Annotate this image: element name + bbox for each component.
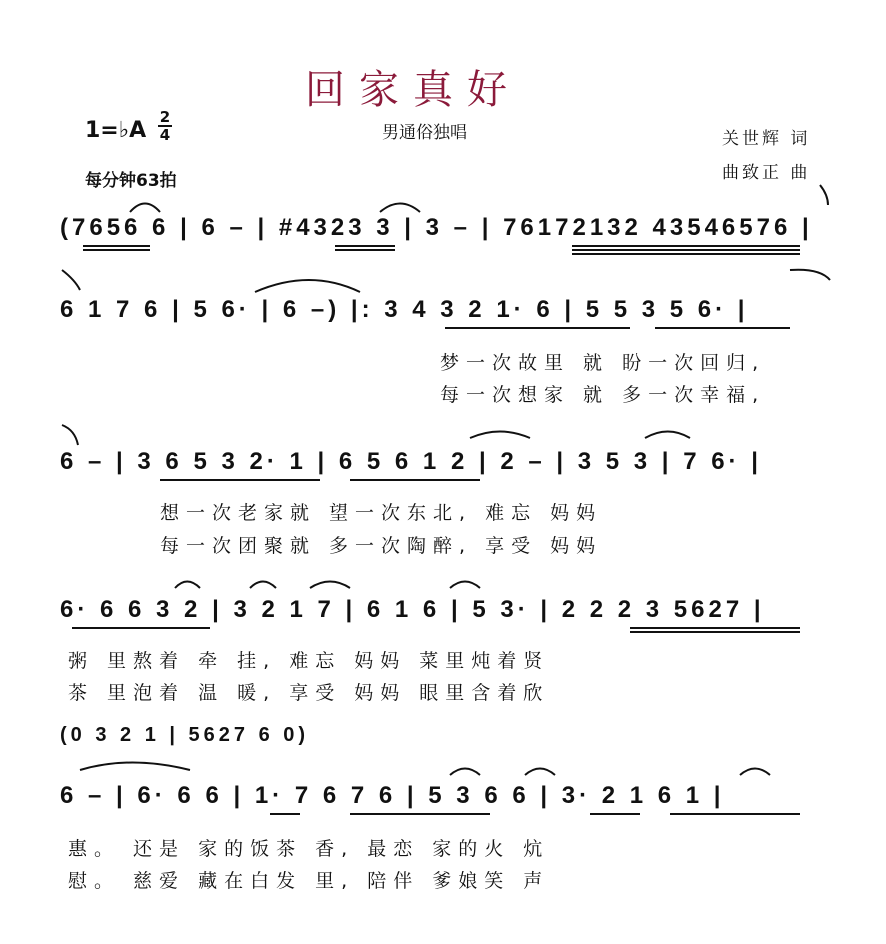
notation-prefix-line-5: (0 3 2 1 | 5627 6 0)	[60, 724, 310, 746]
time-signature-top: 2	[159, 108, 171, 126]
lyric-line-2-verse-1: 梦一次故里 就 盼一次回归,	[440, 352, 766, 374]
notation-line-2: 6 1 7 6 | 5 6· | 6 –) |: 3 4 3 2 1· 6 | 5 5 3 5 6· |	[60, 296, 749, 323]
notation-line-1: (7656 6 | 6 – | #4323 3 | 3 – | 76172132 43546576 |	[60, 214, 813, 241]
lyric-line-3-verse-2: 每一次团聚就 多一次陶醉, 享受 妈妈	[160, 535, 603, 557]
composer-credit: 曲致正 曲	[722, 163, 811, 183]
notation-line-5: 6 – | 6· 6 6 | 1· 7 6 7 6 | 5 3 6 6 | 3· 2 1 6 1 |	[60, 782, 725, 809]
lyric-line-4-verse-1: 粥 里熬着 牵 挂, 难忘 妈妈 菜里炖着贤	[68, 650, 550, 672]
lyric-line-3-verse-1: 想一次老家就 望一次东北, 难忘 妈妈	[160, 502, 603, 524]
key-signature: 1=♭A	[85, 118, 147, 143]
notation-line-4: 6· 6 6 3 2 | 3 2 1 7 | 6 1 6 | 5 3· | 2 2 2 3 5627 |	[60, 596, 765, 623]
lyric-line-5-verse-2: 慰。 慈爱 藏在白发 里, 陪伴 爹娘笑 声	[68, 870, 550, 892]
lyric-line-4-verse-2: 茶 里泡着 温 暖, 享受 妈妈 眼里含着欣	[68, 682, 550, 704]
lyricist-credit: 关世辉 词	[722, 129, 811, 149]
performance-type: 男通俗独唱	[382, 123, 467, 143]
time-signature-bottom: 4	[159, 126, 171, 144]
lyric-line-2-verse-2: 每一次想家 就 多一次幸福,	[440, 384, 766, 406]
song-title: 回家真好	[305, 67, 521, 113]
notation-line-3: 6 – | 3 6 5 3 2· 1 | 6 5 6 1 2 | 2 – | 3 5 3 | 7 6· |	[60, 448, 762, 475]
tempo-marking: 每分钟63拍	[85, 171, 177, 191]
lyric-line-5-verse-1: 惠。 还是 家的饭茶 香, 最恋 家的火 炕	[68, 838, 550, 860]
time-signature	[158, 110, 172, 142]
